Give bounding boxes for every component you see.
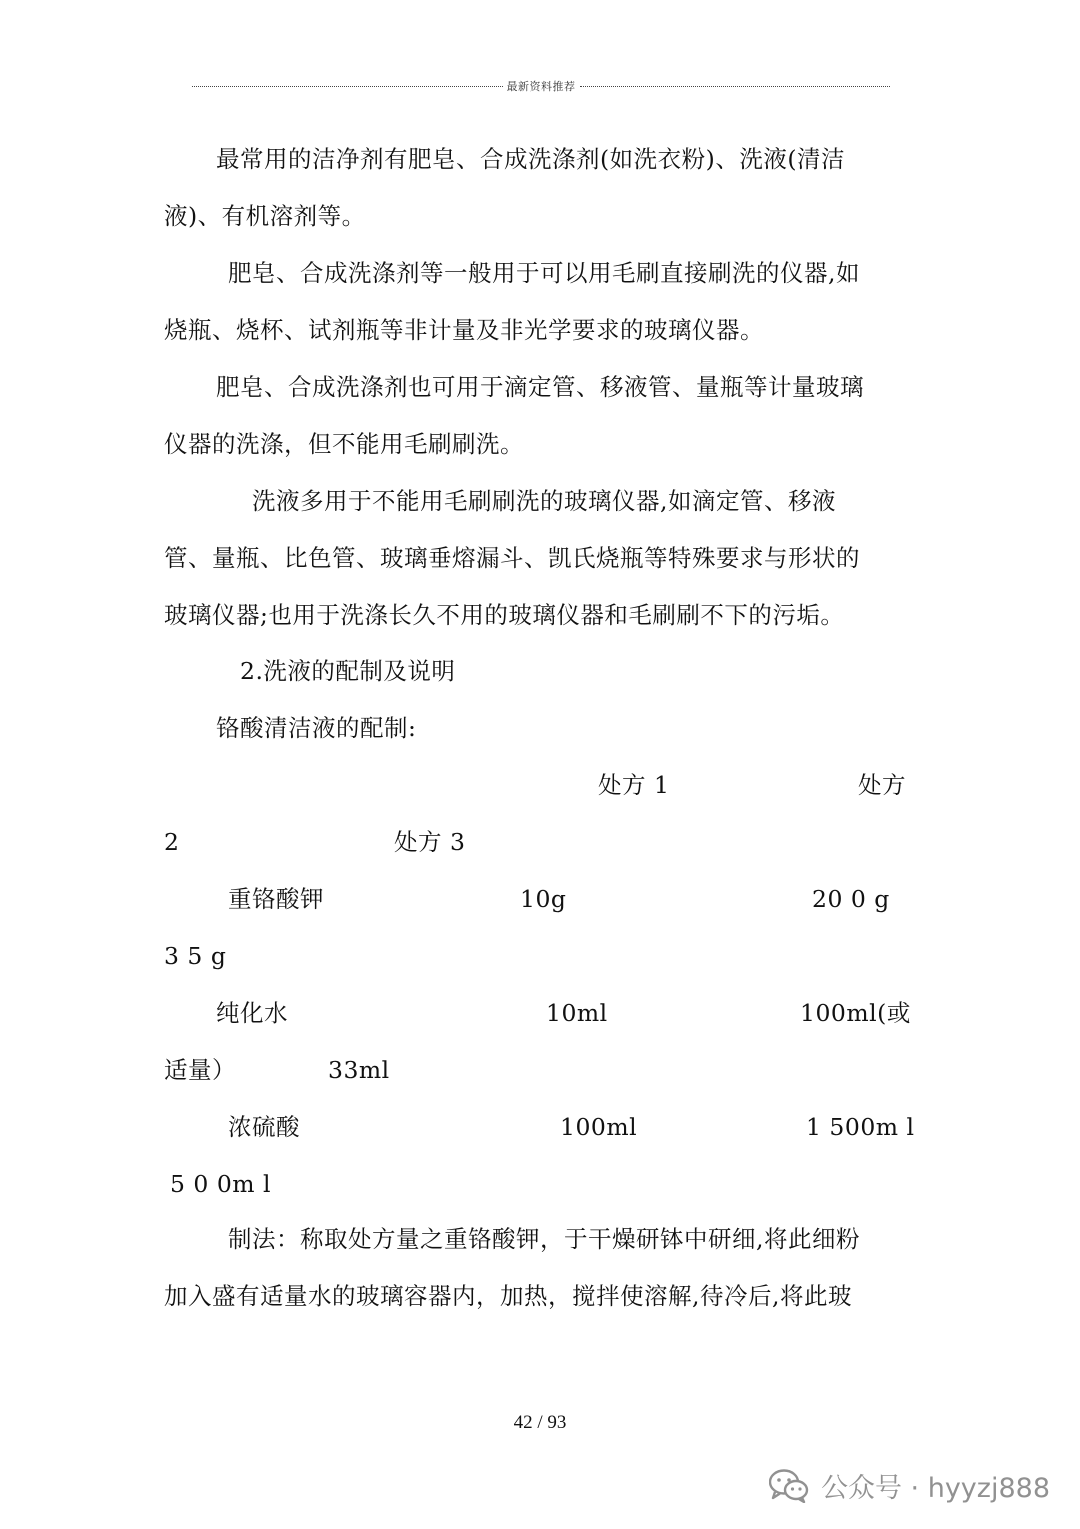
paragraph-4-line-1: 洗液多用于不能用毛刷刷洗的玻璃仪器,如滴定管、移液 bbox=[252, 487, 836, 515]
subheading: 铬酸清洁液的配制: bbox=[216, 714, 417, 742]
paragraph-2-line-2: 烧瓶、烧杯、试剂瓶等非计量及非光学要求的玻璃仪器。 bbox=[164, 316, 764, 344]
paragraph-1-line-1: 最常用的洁净剂有肥皂、合成洗涤剂(如洗衣粉)、洗液(清洁 bbox=[216, 145, 846, 173]
wechat-icon bbox=[769, 1469, 809, 1503]
prescription-2-label-part1: 处方 bbox=[858, 771, 906, 799]
row-sulfuric-acid-v1: 100ml bbox=[560, 1113, 638, 1141]
prescription-2-label-part2: 2 bbox=[164, 828, 180, 856]
row-potassium-dichromate-v2: 20 0 g bbox=[812, 885, 890, 913]
header-dots-left bbox=[192, 86, 503, 87]
watermark bbox=[769, 1466, 1050, 1505]
row-purified-water-v2-continued: 适量） bbox=[164, 1056, 236, 1084]
prescription-3-label: 处方 3 bbox=[394, 828, 466, 856]
prescription-1-label: 处方 1 bbox=[598, 771, 670, 799]
row-sulfuric-acid-v3: 5 0 0m l bbox=[170, 1170, 272, 1198]
header-dots-right bbox=[580, 86, 891, 87]
row-purified-water-name: 纯化水 bbox=[216, 999, 288, 1027]
row-purified-water-v3: 33ml bbox=[328, 1056, 390, 1084]
paragraph-2-line-1: 肥皂、合成洗涤剂等一般用于可以用毛刷直接刷洗的仪器,如 bbox=[228, 259, 860, 287]
paragraph-4-line-2: 管、量瓶、比色管、玻璃垂熔漏斗、凯氏烧瓶等特殊要求与形状的 bbox=[164, 544, 860, 572]
paragraph-1-line-2: 液)、有机溶剂等。 bbox=[164, 202, 366, 230]
row-purified-water-v2: 100ml(或 bbox=[800, 999, 911, 1027]
header-title: 最新资料推荐 bbox=[506, 80, 576, 93]
paragraph-3-line-2: 仪器的洗涤，但不能用毛刷刷洗。 bbox=[164, 430, 524, 458]
page-number: 42 / 93 bbox=[513, 1412, 567, 1433]
paragraph-4-line-3: 玻璃仪器;也用于洗涤长久不用的玻璃仪器和毛刷刷不下的污垢。 bbox=[164, 601, 845, 629]
method-line-2: 加入盛有适量水的玻璃容器内，加热，搅拌使溶解,待冷后,将此玻 bbox=[164, 1282, 852, 1310]
row-sulfuric-acid-name: 浓硫酸 bbox=[228, 1113, 300, 1141]
method-line-1: 制法：称取处方量之重铬酸钾，于干燥研钵中研细,将此细粉 bbox=[228, 1225, 860, 1253]
row-potassium-dichromate-v3: 3 5 g bbox=[164, 942, 227, 970]
row-potassium-dichromate-name: 重铬酸钾 bbox=[228, 885, 324, 913]
row-sulfuric-acid-v2: 1 500m l bbox=[806, 1113, 915, 1141]
row-potassium-dichromate-v1: 10g bbox=[520, 885, 567, 913]
section-heading: 2.洗液的配制及说明 bbox=[240, 657, 456, 685]
row-purified-water-v1: 10ml bbox=[546, 999, 608, 1027]
watermark-text: 公众号 · hyyzj888 bbox=[820, 1473, 1050, 1504]
paragraph-3-line-1: 肥皂、合成洗涤剂也可用于滴定管、移液管、量瓶等计量玻璃 bbox=[216, 373, 864, 401]
page-header bbox=[192, 76, 890, 96]
